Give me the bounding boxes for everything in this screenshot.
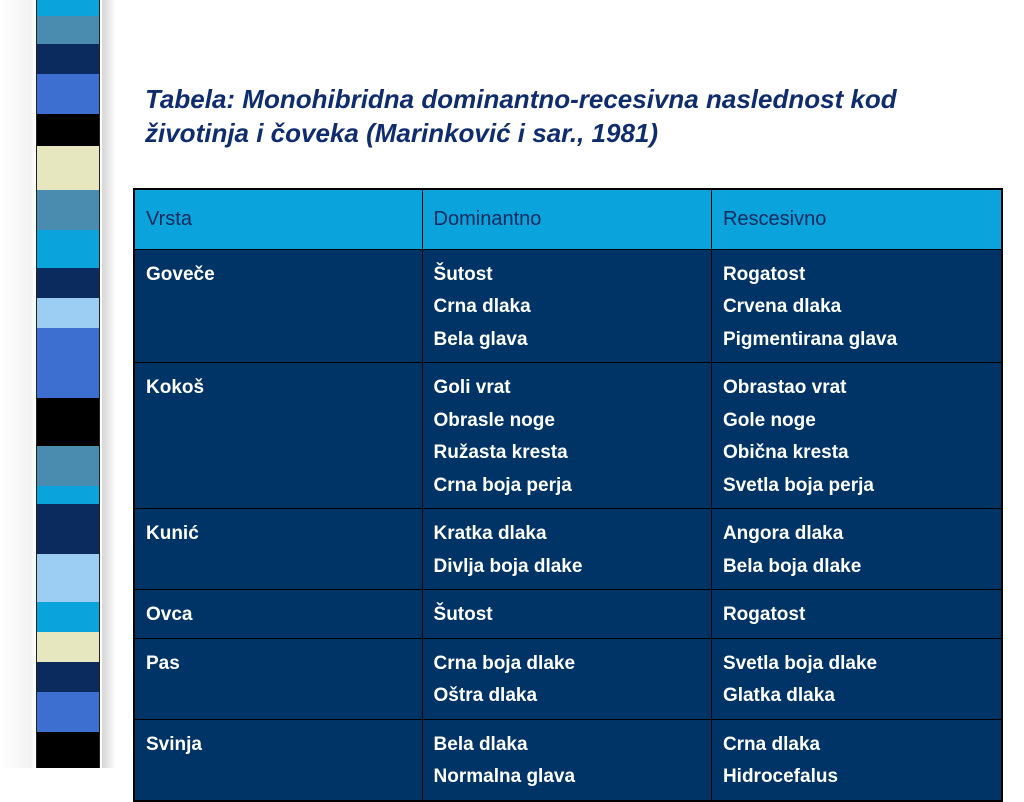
dominant-trait: Oštra dlaka xyxy=(433,685,538,706)
cell-dominantno xyxy=(422,719,711,801)
dominant-trait: Obrasle noge xyxy=(433,409,555,431)
header-recesivno: Rescesivno xyxy=(711,189,1002,249)
dominant-trait: Bela dlaka xyxy=(433,733,528,755)
inheritance-table xyxy=(133,188,1003,802)
dominant-trait: Goli vrat xyxy=(433,377,511,398)
dominant-trait: Šutost xyxy=(433,263,493,285)
header-dominantno: Dominantno xyxy=(422,189,711,249)
cell-recesivno xyxy=(711,249,1002,363)
header-vrsta: Vrsta xyxy=(134,189,422,249)
cell-recesivno xyxy=(711,363,1002,509)
table-body xyxy=(134,249,1002,801)
cell-dominantno xyxy=(422,509,711,590)
recessive-trait: Glatka dlaka xyxy=(722,685,835,706)
recessive-trait: Angora dlaka xyxy=(722,523,844,544)
recessive-trait: Obična kresta xyxy=(722,442,849,463)
species-name: Kokoš xyxy=(146,377,205,398)
table-row xyxy=(134,719,1002,801)
table-row xyxy=(134,249,1002,363)
dominant-trait: Crna boja dlake xyxy=(433,652,576,674)
recessive-trait: Bela boja dlake xyxy=(722,555,862,577)
recessive-trait: Svetla boja dlake xyxy=(722,652,878,674)
dominant-trait: Bela glava xyxy=(433,328,528,350)
cell-vrsta xyxy=(134,638,422,719)
cell-vrsta xyxy=(134,509,422,590)
cell-vrsta xyxy=(134,363,422,509)
species-name: Pas xyxy=(146,652,180,674)
recessive-trait: Obrastao vrat xyxy=(722,377,847,398)
dominant-trait: Šutost xyxy=(433,604,493,625)
species-name: Ovca xyxy=(146,604,193,625)
cell-recesivno xyxy=(711,638,1002,719)
recessive-trait: Svetla boja perja xyxy=(722,474,874,496)
dominant-trait: Divlja boja dlake xyxy=(433,555,583,577)
dominant-trait: Ružasta kresta xyxy=(433,442,568,463)
species-name: Svinja xyxy=(146,733,202,755)
table-row xyxy=(134,590,1002,639)
table-row xyxy=(134,509,1002,590)
cell-dominantno xyxy=(422,638,711,719)
cell-vrsta xyxy=(134,719,422,801)
dominant-trait: Normalna glava xyxy=(433,766,576,787)
recessive-trait: Pigmentirana glava xyxy=(722,328,898,350)
decorative-stripe xyxy=(0,0,120,768)
stripe-shadow xyxy=(102,0,116,768)
cell-recesivno xyxy=(711,719,1002,801)
dominant-trait: Kratka dlaka xyxy=(433,523,547,544)
recessive-trait: Rogatost xyxy=(722,604,806,625)
cell-vrsta xyxy=(134,249,422,363)
title-line-2: životinja i čoveka (Marinković i sar., 1981) xyxy=(145,118,659,148)
cell-dominantno xyxy=(422,249,711,363)
inheritance-table-container xyxy=(133,188,1003,802)
species-name: Goveče xyxy=(146,263,215,285)
cell-dominantno xyxy=(422,363,711,509)
recessive-trait: Hidrocefalus xyxy=(722,766,839,787)
table-row xyxy=(134,638,1002,719)
recessive-trait: Crna dlaka xyxy=(722,733,821,755)
species-name: Kunić xyxy=(146,523,199,544)
table-row xyxy=(134,363,1002,509)
stripe-frame xyxy=(36,0,100,768)
slide-title xyxy=(145,82,995,150)
recessive-trait: Crvena dlaka xyxy=(722,296,842,317)
table-header-row xyxy=(134,189,1002,249)
dominant-trait: Crna dlaka xyxy=(433,296,531,317)
cell-recesivno xyxy=(711,509,1002,590)
recessive-trait: Gole noge xyxy=(722,409,816,431)
dominant-trait: Crna boja perja xyxy=(433,474,572,496)
recessive-trait: Rogatost xyxy=(722,263,806,285)
title-line-1: Tabela: Monohibridna dominantno-recesivna naslednost kod xyxy=(145,84,897,114)
cell-vrsta xyxy=(134,590,422,639)
cell-dominantno xyxy=(422,590,711,639)
cell-recesivno xyxy=(711,590,1002,639)
